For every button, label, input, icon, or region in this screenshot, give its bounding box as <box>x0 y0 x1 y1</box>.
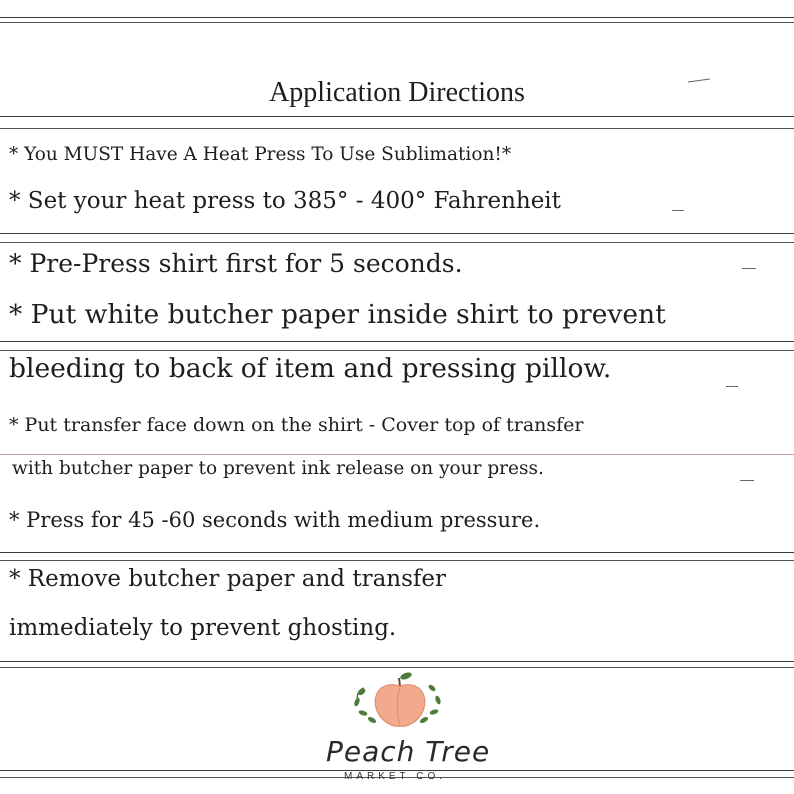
direction-line: bleeding to back of item and pressing pillow. <box>9 353 612 384</box>
plank-line <box>0 350 794 351</box>
direction-line: * Remove butcher paper and transfer <box>9 566 447 592</box>
plank-line <box>0 560 794 561</box>
direction-line: * Put transfer face down on the shirt - Cover top of transfer <box>9 414 584 436</box>
plank-line <box>0 116 794 117</box>
peach-with-leaves-icon <box>320 666 480 736</box>
wood-grain-mark <box>740 480 754 481</box>
plank-line <box>0 242 794 243</box>
direction-line: * Press for 45 -60 seconds with medium pressure. <box>9 508 541 532</box>
brand-subtitle: MARKET CO. <box>344 771 447 782</box>
plank-line <box>0 341 794 342</box>
plank-line <box>0 454 794 455</box>
wood-grain-mark <box>726 386 738 387</box>
plank-line <box>0 233 794 234</box>
brand-name: Peach Tree <box>326 735 491 768</box>
plank-line <box>0 552 794 553</box>
page-title: Application Directions <box>269 77 525 108</box>
direction-line: * Set your heat press to 385° - 400° Fahrenheit <box>9 188 561 214</box>
plank-line <box>0 661 794 662</box>
direction-line: immediately to prevent ghosting. <box>9 615 397 641</box>
direction-line: with butcher paper to prevent ink release on your press. <box>12 458 544 479</box>
wood-grain-mark <box>672 210 684 211</box>
plank-line <box>0 17 794 18</box>
direction-line: * Pre-Press shirt first for 5 seconds. <box>9 249 463 278</box>
direction-line: * You MUST Have A Heat Press To Use Sublimation!* <box>9 144 512 165</box>
wood-grain-mark <box>742 268 756 269</box>
plank-line <box>0 128 794 129</box>
plank-line <box>0 22 794 23</box>
direction-line: * Put white butcher paper inside shirt to prevent <box>9 299 666 330</box>
brand-logo <box>320 666 491 790</box>
